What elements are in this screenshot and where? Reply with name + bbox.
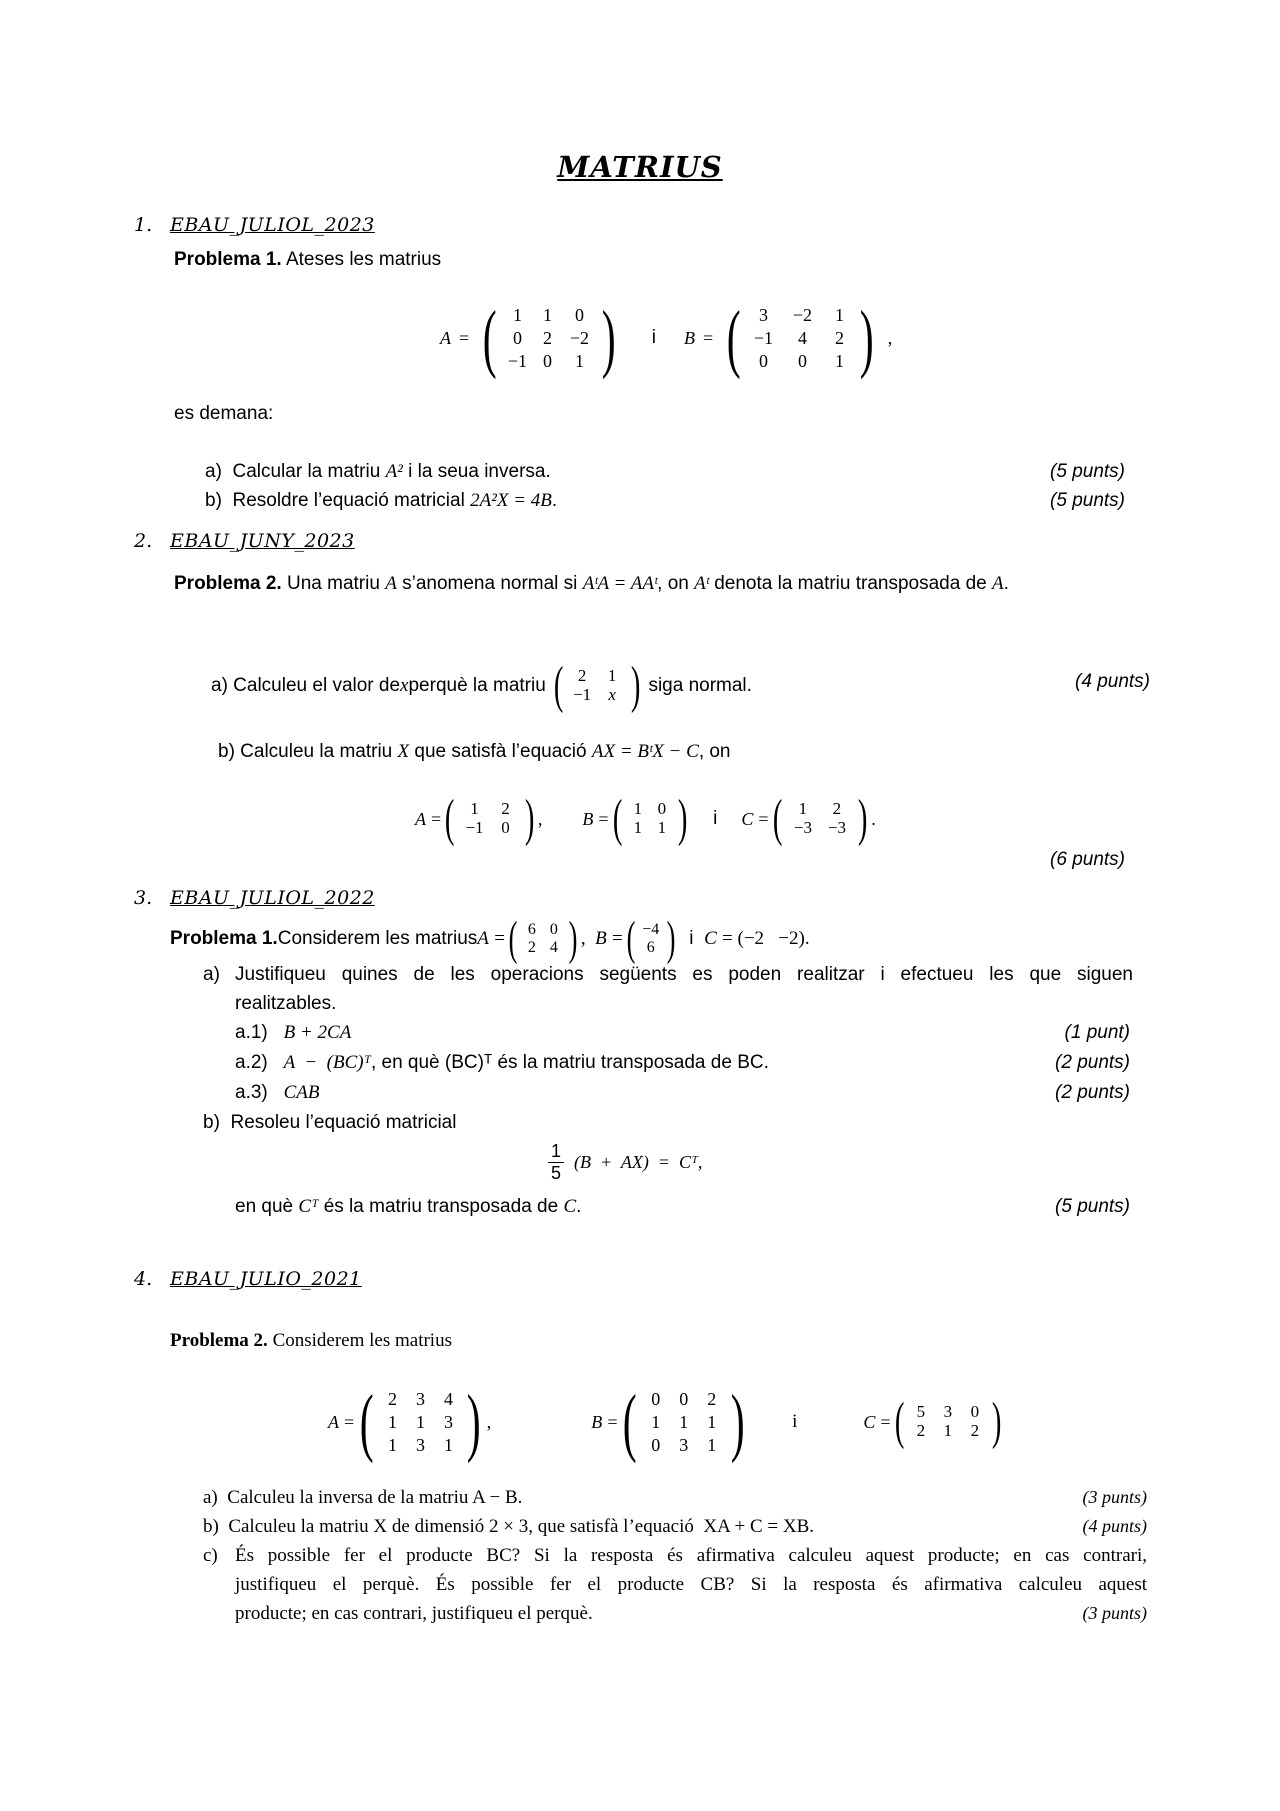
matrices-row: A = ( 1 1 0 0 2 −2 −1 0 1 ) i B = ( 3 −2 1 −1 4 2 0 0 1 ) , — [440, 296, 893, 380]
matrix-b: ( 1 0 1 1 ) — [612, 790, 688, 847]
item-b: b) Resoldre l’equació matricial 2A²X = 4B. — [205, 490, 558, 511]
section-number: 4. — [134, 1268, 153, 1290]
section-title: EBAU_JULIOL_2023 — [170, 214, 375, 236]
section-title: EBAU_JUNY_2023 — [170, 530, 355, 552]
matrices-row: A = ( 2 3 4 1 1 3 1 3 1 ) , B = ( 0 0 2 1 1 1 0 3 1 ) i C = ( 5 3 0 2 1 2 ) — [328, 1384, 1005, 1460]
equation: $\frac{1}{5}$ (B + AX) = Cᵀ, — [548, 1141, 702, 1183]
matrix-c: ( 5 3 0 2 1 2 ) — [894, 1393, 1002, 1450]
section-title: EBAU_JULIO_2021 — [170, 1268, 362, 1290]
note: en què Cᵀ és la matriu transposada de C. — [235, 1196, 582, 1217]
section-title: EBAU_JULIOL_2022 — [170, 887, 375, 909]
problem-intro: Problema 1. Considerem les matrius A = ( 6 0 2 4 ) , B = ( −4 6 ) i C = (−2 −2) . — [170, 912, 810, 965]
matrix-a: ( 1 2 −1 0 ) — [445, 790, 534, 847]
item-c-cont: producte; en cas contrari, justifiqueu el perquè. — [235, 1603, 593, 1624]
points: (2 punts) — [1055, 1082, 1130, 1103]
subitem: a.1) B + 2CA — [235, 1022, 352, 1043]
item-b: b) Resoleu l’equació matricial — [203, 1112, 457, 1133]
matrices-row: A = ( 1 2 −1 0 ) , B = ( 1 0 1 1 ) i C = ( 1 2 −3 −3 ) . — [415, 790, 876, 847]
matrix-b: ( 0 0 2 1 1 1 0 3 1 ) — [623, 1380, 745, 1464]
matrix-a: ( 6 0 2 4 ) — [508, 912, 578, 965]
item-a: a) Calcular la matriu A² i la seua inversa. — [205, 461, 551, 482]
asks-text: es demana: — [174, 403, 274, 424]
points: (5 punts) — [1050, 490, 1125, 511]
item-a: a) Calculeu la inversa de la matriu A − B. — [203, 1487, 523, 1508]
matrix-b: ( −4 6 ) — [626, 912, 676, 965]
page-title: MATRIUS — [557, 150, 723, 184]
problem-label: Problema 1. — [174, 249, 282, 270]
item-a: a) Calculeu el valor de x perquè la matriu ( 2 1 −1 x ) siga normal. — [211, 657, 752, 714]
item-a: a) Justifiqueu quines de les operacions següents es poden realitzar i efectueu les que siguen — [203, 964, 1133, 985]
section-number: 3. — [134, 887, 153, 909]
subitem: a.2) A − (BC)ᵀ, en què (BC)ᵀ és la matriu transposada de BC. — [235, 1052, 769, 1073]
item-a-cont: realitzables. — [235, 993, 337, 1014]
points: (5 punts) — [1055, 1196, 1130, 1217]
points: (6 punts) — [1050, 849, 1125, 870]
intro-text: Ateses les matrius — [281, 249, 442, 270]
points: (4 punts) — [1082, 1516, 1147, 1536]
points: (3 punts) — [1082, 1603, 1147, 1623]
matrix-b: ( 3 −2 1 −1 4 2 0 0 1 ) — [726, 296, 875, 380]
problem-intro: Problema 2. Una matriu A s’anomena normal si AᵗA = AAᵗ, on Aᵗ denota la matriu transposada de A. — [174, 573, 1009, 594]
matrix-a: ( 1 1 0 0 2 −2 −1 0 1 ) — [482, 296, 617, 380]
section-number: 1. — [134, 214, 153, 236]
section-number: 2. — [134, 530, 153, 552]
points: (3 punts) — [1082, 1487, 1147, 1507]
matrix-name: B — [684, 327, 696, 348]
conjunction: i — [651, 327, 657, 348]
item-b: b) Calculeu la matriu X que satisfà l’equació AX = BᵗX − C, on — [218, 741, 731, 762]
matrix-c: ( 1 2 −3 −3 ) — [772, 790, 868, 847]
matrix-name: A — [440, 327, 451, 348]
problem-intro — [174, 249, 441, 271]
item-c-cont: justifiqueu el perquè. És possible fer el producte CB? Si la resposta és afirmativa calculeu aquest — [235, 1574, 1147, 1595]
points: (4 punts) — [1075, 671, 1150, 692]
matrix-a: ( 2 3 4 1 1 3 1 3 1 ) — [359, 1380, 482, 1464]
problem-intro: Problema 2. Considerem les matrius — [170, 1330, 452, 1351]
subitem: a.3) CAB — [235, 1082, 320, 1103]
points: (2 punts) — [1055, 1052, 1130, 1073]
item-b: b) Calculeu la matriu X de dimensió 2 × 3, que satisfà l’equació XA + C = XB. — [203, 1516, 814, 1537]
item-c: c) És possible fer el producte BC? Si la resposta és afirmativa calculeu aquest producte; en cas contrari, — [203, 1545, 1147, 1566]
points: (5 punts) — [1050, 461, 1125, 482]
points: (1 punt) — [1064, 1022, 1130, 1043]
matrix-x: ( 2 1 −1 x ) — [553, 657, 641, 714]
